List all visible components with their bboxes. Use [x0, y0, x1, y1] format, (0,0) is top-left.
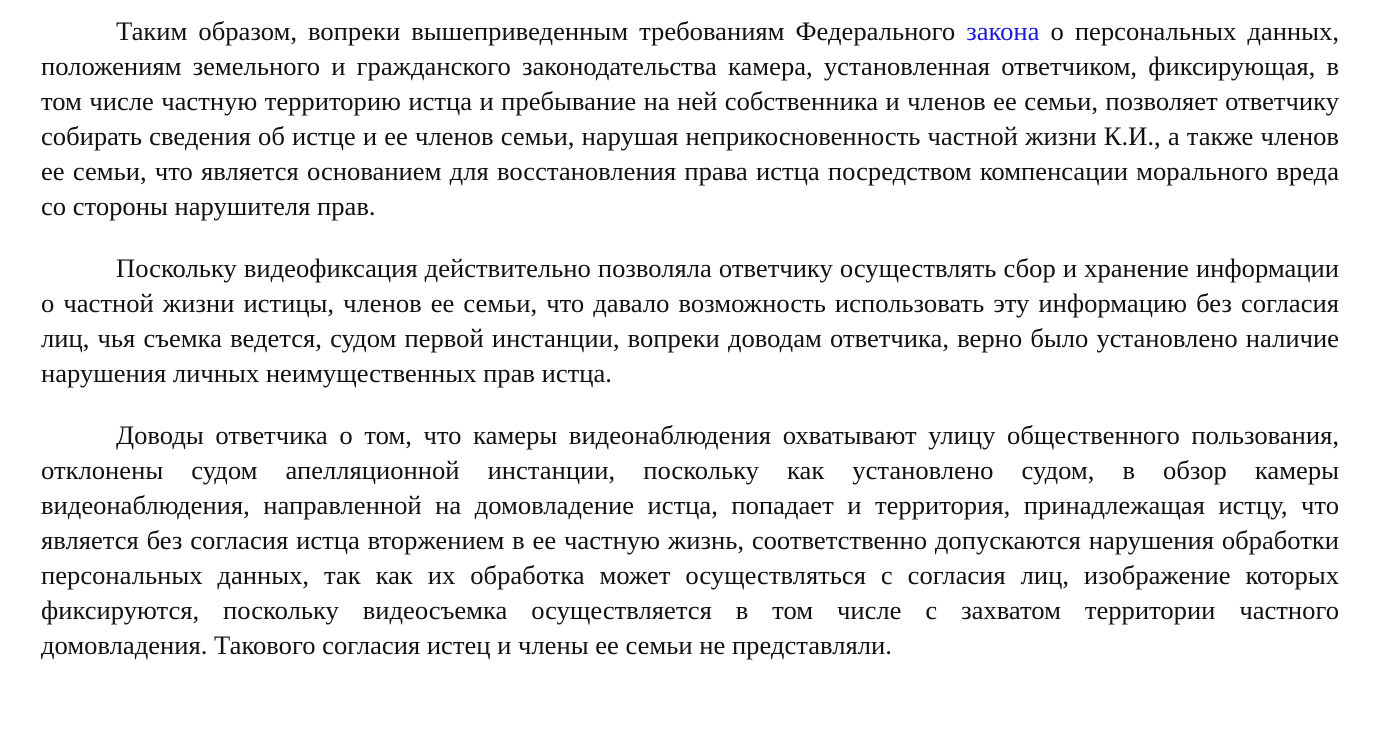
paragraph-1-text-after-link: о персональных данных, положениям земельного и гражданского законодательства камера, установленная ответчиком, фиксирующая, в том числе частную территорию истца и пребывание на ней собственника и членов ее семьи, позволяет ответчику собирать сведения об истце и ее членов семьи, нарушая неприкосновенность частной жизни К.И., а также членов ее семьи, что является основанием для восстановления права истца посредством компенсации морального вреда со стороны нарушителя прав. — [41, 16, 1339, 221]
document-body — [41, 14, 1339, 663]
paragraph-1-text-before-link: Таким образом, вопреки вышеприведенным требованиям Федерального — [116, 16, 967, 46]
paragraph-1 — [41, 14, 1339, 224]
law-link[interactable]: закона — [966, 16, 1040, 46]
paragraph-2: Поскольку видеофиксация действительно позволяла ответчику осуществлять сбор и хранение информации о частной жизни истицы, членов ее семьи, что давало возможность использовать эту информацию без согласия лиц, чья съемка ведется, судом первой инстанции, вопреки доводам ответчика, верно было установлено наличие нарушения личных неимущественных прав истца. — [41, 253, 1339, 388]
paragraph-3: Доводы ответчика о том, что камеры видеонаблюдения охватывают улицу общественного пользования, отклонены судом апелляционной инстанции, поскольку как установлено судом, в обзор камеры видеонаблюдения, направленной на домовладение истца, попадает и территория, принадлежащая истцу, что является без согласия истца вторжением в ее частную жизнь, соответственно допускаются нарушения обработки персональных данных, так как их обработка может осуществляться с согласия лиц, изображение которых фиксируются, поскольку видеосъемка осуществляется в том числе с захватом территории частного домовладения. Такового согласия истец и члены ее семьи не представляли. — [41, 420, 1339, 660]
